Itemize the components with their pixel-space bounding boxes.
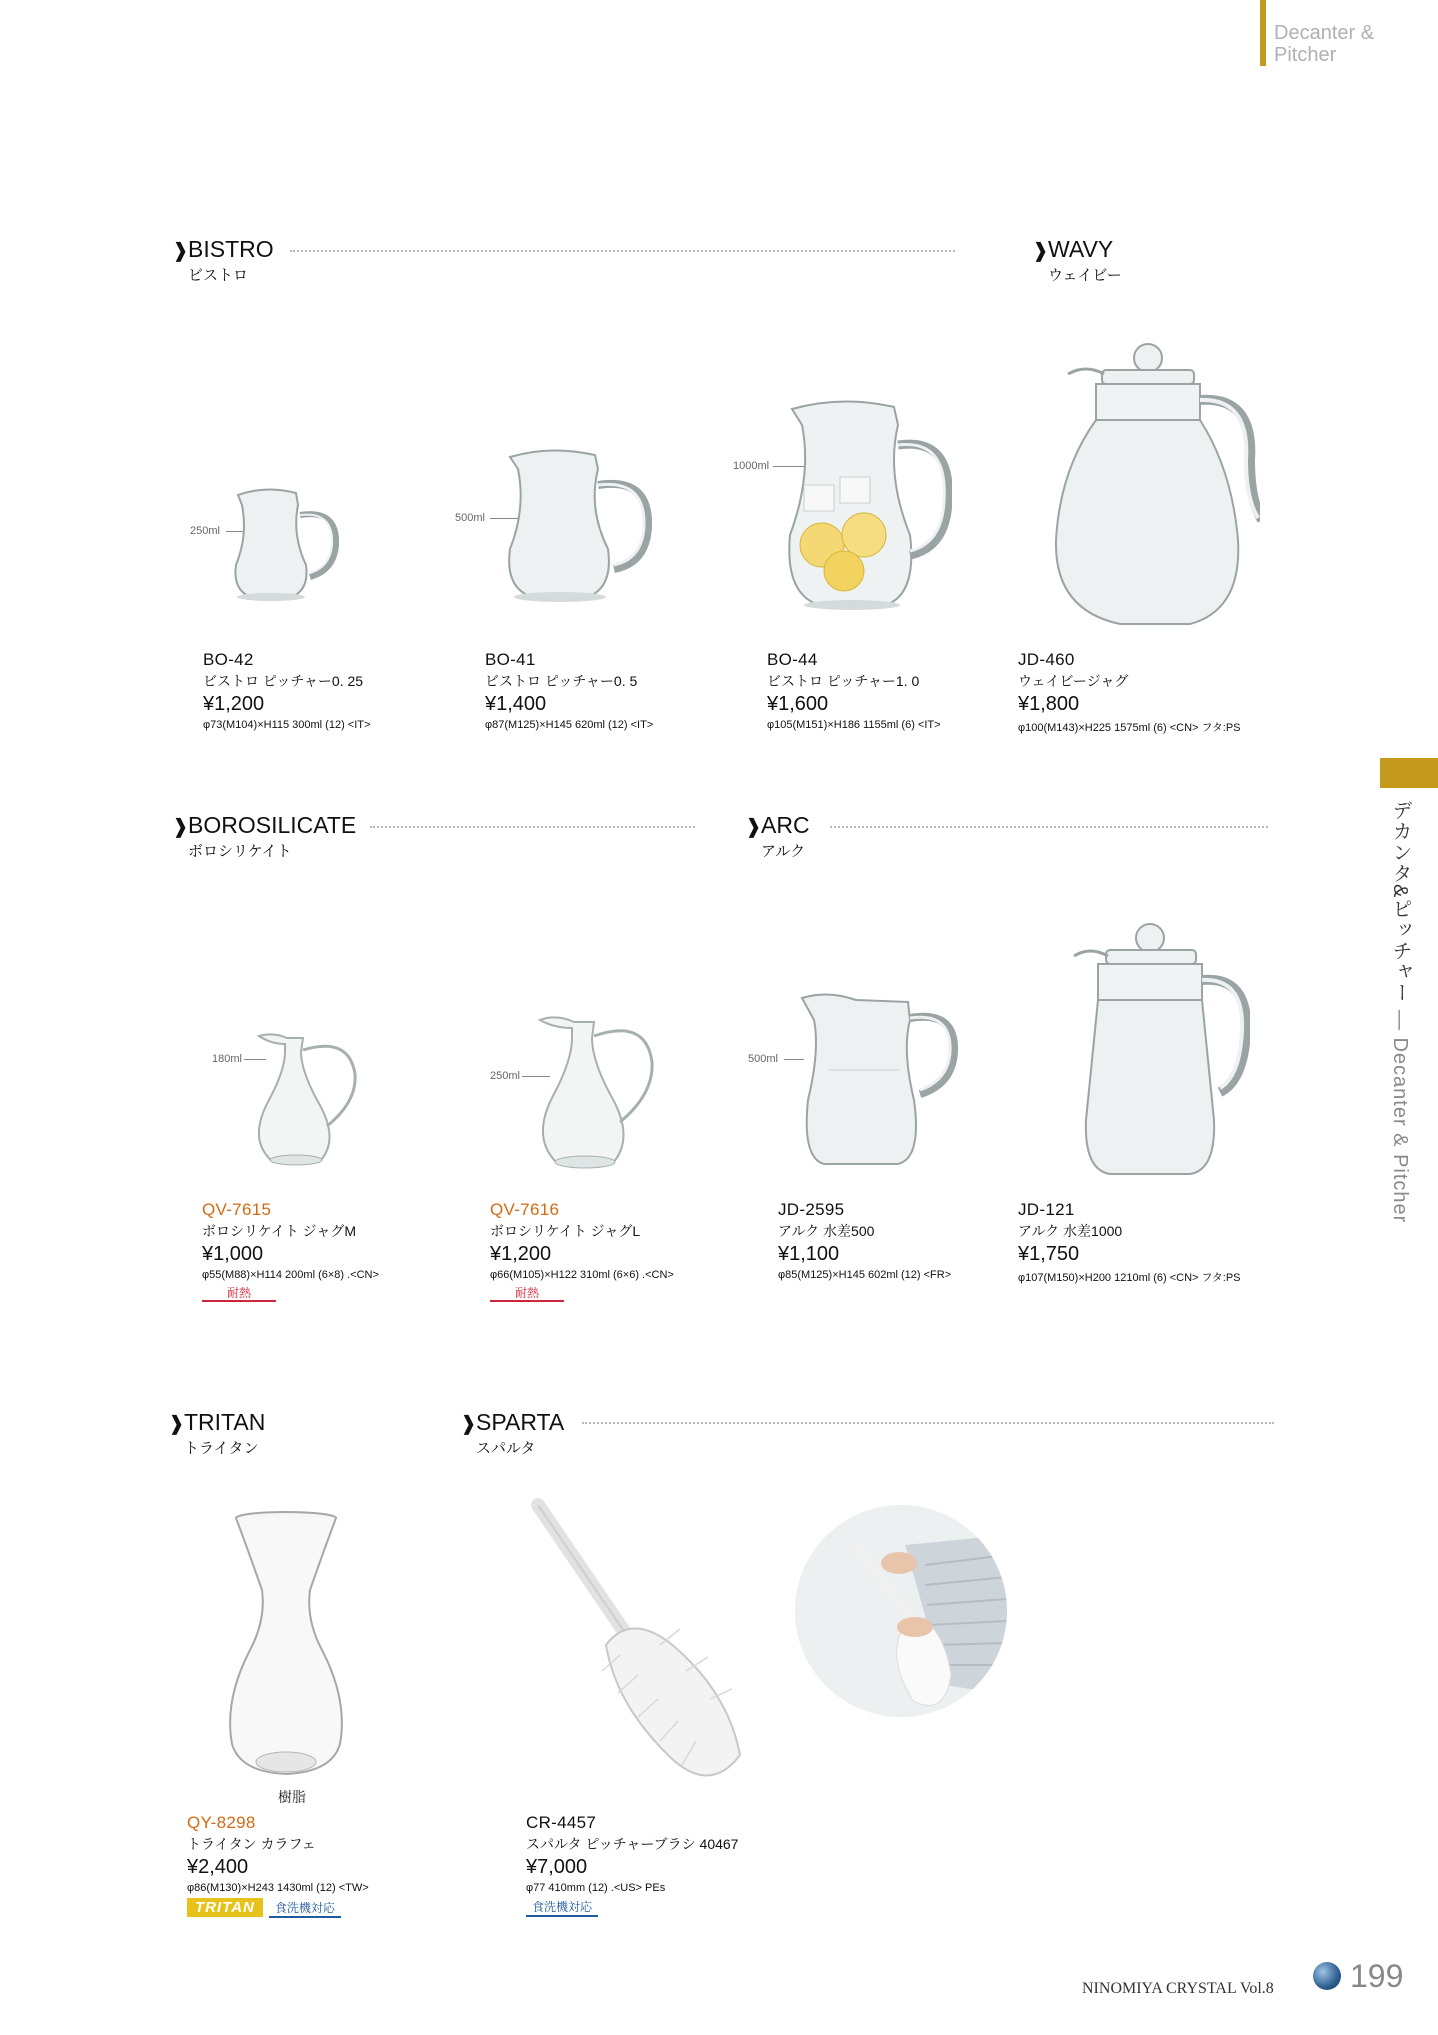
- product-spec: φ73(M104)×H115 300ml (12) <IT>: [203, 719, 371, 731]
- product-image-qy8298: [220, 1510, 350, 1780]
- product-price: ¥1,000: [202, 1243, 264, 1265]
- product-badges: [526, 1898, 826, 1917]
- product-name: ボロシリケイト ジャグM: [202, 1223, 357, 1239]
- heat-resistant-badge: 耐熱: [202, 1286, 276, 1302]
- heat-resistant-badge: 耐熱: [490, 1286, 564, 1302]
- product-code: QV-7615: [202, 1200, 272, 1219]
- side-tab-label: [1386, 800, 1415, 1223]
- section-sparta: [460, 1409, 564, 1458]
- section-tritan: [168, 1409, 265, 1458]
- product-price: ¥1,400: [485, 693, 547, 715]
- product-price: ¥1,200: [203, 693, 265, 715]
- product-price: ¥7,000: [526, 1856, 588, 1878]
- product-image-qv7616: [528, 1012, 668, 1172]
- product-spec: φ86(M130)×H243 1430ml (12) <TW>: [187, 1882, 369, 1894]
- header-category: [1274, 22, 1424, 66]
- header-category-line2: Pitcher: [1274, 44, 1337, 66]
- product-image-jd460: [1040, 340, 1260, 630]
- chevron-right-icon: ❱: [460, 1413, 477, 1435]
- capacity-label: 250ml: [190, 525, 220, 537]
- product-card-jd2595: [778, 1200, 1038, 1281]
- product-card-bo41: [485, 650, 745, 731]
- header-category-line1: Decanter &: [1274, 22, 1375, 44]
- dishwasher-safe-badge: 食洗機対応: [526, 1900, 598, 1917]
- section-divider: [290, 250, 955, 252]
- product-name: ウェイビージャグ: [1018, 673, 1129, 689]
- footer-brand: NINOMIYA CRYSTAL Vol.8: [1082, 1980, 1274, 1997]
- product-card-jd121: [1018, 1200, 1278, 1285]
- product-code: QY-8298: [187, 1813, 256, 1832]
- product-code: BO-41: [485, 650, 536, 669]
- side-tab-marker: [1380, 758, 1438, 788]
- product-price: ¥1,600: [767, 693, 829, 715]
- product-name: ボロシリケイト ジャグL: [490, 1223, 641, 1239]
- product-spec: φ55(M88)×H114 200ml (6×8) .<CN>: [202, 1269, 379, 1281]
- section-divider: [830, 826, 1268, 828]
- product-spec: φ100(M143)×H225 1575ml (6) <CN> フタ:PS: [1018, 722, 1241, 734]
- chevron-right-icon: ❱: [172, 816, 189, 838]
- product-image-cr4457: [520, 1495, 760, 1785]
- section-subtitle: ビストロ: [188, 267, 249, 284]
- product-code: BO-44: [767, 650, 818, 669]
- section-title: SPARTA: [476, 1409, 565, 1435]
- section-arc: [745, 812, 810, 861]
- globe-icon: [1313, 1962, 1341, 1990]
- section-divider: [370, 826, 695, 828]
- usage-photo: [795, 1505, 1007, 1717]
- side-tab-en: Decanter & Pitcher: [1389, 1037, 1411, 1224]
- product-image-bo42: [226, 485, 366, 605]
- product-name: ビストロ ピッチャー0. 25: [203, 673, 364, 689]
- section-subtitle: アルク: [761, 843, 806, 860]
- product-card-bo44: [767, 650, 1027, 731]
- product-spec: φ85(M125)×H145 602ml (12) <FR>: [778, 1269, 952, 1281]
- product-spec: φ77 410mm (12) .<US> PEs: [526, 1882, 666, 1894]
- product-code: QV-7616: [490, 1200, 560, 1219]
- product-name: トライタン カラフェ: [187, 1836, 316, 1852]
- capacity-label: 1000ml: [733, 460, 770, 472]
- product-code: CR-4457: [526, 1813, 597, 1832]
- section-divider: [582, 1422, 1274, 1424]
- product-card-cr4457: [526, 1813, 826, 1917]
- product-badges: [187, 1898, 487, 1918]
- chevron-right-icon: ❱: [1032, 240, 1049, 262]
- capacity-label: 250ml: [490, 1070, 520, 1082]
- product-price: ¥1,750: [1018, 1243, 1080, 1265]
- dishwasher-safe-badge: 食洗機対応: [269, 1901, 341, 1918]
- product-price: ¥1,100: [778, 1243, 840, 1265]
- section-borosilicate: [172, 812, 356, 861]
- section-title: BISTRO: [188, 236, 274, 262]
- section-title: ARC: [761, 812, 810, 838]
- product-image-bo44: [782, 395, 952, 615]
- side-tab-jp: デカンタ&ピッチャー: [1389, 800, 1411, 1004]
- product-card-qv7615: [202, 1200, 462, 1302]
- side-tab-sep: ―: [1389, 1003, 1411, 1038]
- product-code: JD-460: [1018, 650, 1075, 669]
- section-subtitle: トライタン: [184, 1440, 259, 1457]
- section-subtitle: ボロシリケイト: [188, 843, 292, 860]
- section-wavy: [1032, 236, 1122, 285]
- product-card-jd460: [1018, 650, 1278, 735]
- capacity-label: 500ml: [748, 1053, 778, 1065]
- section-bistro: [172, 236, 274, 285]
- section-subtitle: スパルタ: [476, 1440, 536, 1457]
- capacity-label: 180ml: [212, 1053, 242, 1065]
- section-title: TRITAN: [184, 1409, 266, 1435]
- product-code: JD-121: [1018, 1200, 1075, 1219]
- chevron-right-icon: ❱: [168, 1413, 185, 1435]
- product-image-bo41: [500, 445, 670, 605]
- chevron-right-icon: ❱: [745, 816, 762, 838]
- product-code: BO-42: [203, 650, 254, 669]
- product-name: スパルタ ピッチャーブラシ 40467: [526, 1836, 739, 1852]
- product-price: ¥2,400: [187, 1856, 249, 1878]
- product-name: アルク 水差1000: [1018, 1223, 1123, 1239]
- product-card-qv7616: [490, 1200, 750, 1302]
- chevron-right-icon: ❱: [172, 240, 189, 262]
- product-name: アルク 水差500: [778, 1223, 875, 1239]
- product-spec: φ107(M150)×H200 1210ml (6) <CN> フタ:PS: [1018, 1272, 1241, 1284]
- product-spec: φ66(M105)×H122 310ml (6×6) .<CN>: [490, 1269, 674, 1281]
- material-note: 樹脂: [278, 1789, 306, 1805]
- product-card-bo42: [203, 650, 463, 731]
- section-subtitle: ウェイビー: [1048, 267, 1122, 284]
- section-title: WAVY: [1048, 236, 1114, 262]
- product-image-qv7615: [245, 1030, 375, 1170]
- product-spec: φ105(M151)×H186 1155ml (6) <IT>: [767, 719, 941, 731]
- capacity-label: 500ml: [455, 512, 485, 524]
- page-number: 199: [1350, 1958, 1404, 1994]
- product-code: JD-2595: [778, 1200, 845, 1219]
- product-price: ¥1,200: [490, 1243, 552, 1265]
- product-price: ¥1,800: [1018, 693, 1080, 715]
- product-image-jd121: [1070, 920, 1250, 1180]
- header-accent-bar: [1260, 0, 1266, 66]
- product-name: ビストロ ピッチャー0. 5: [485, 673, 638, 689]
- product-card-qy8298: [187, 1813, 487, 1918]
- tritan-badge: TRITAN: [187, 1898, 263, 1917]
- product-name: ビストロ ピッチャー1. 0: [767, 673, 920, 689]
- section-title: BOROSILICATE: [188, 812, 357, 838]
- product-image-jd2595: [798, 990, 958, 1170]
- product-spec: φ87(M125)×H145 620ml (12) <IT>: [485, 719, 654, 731]
